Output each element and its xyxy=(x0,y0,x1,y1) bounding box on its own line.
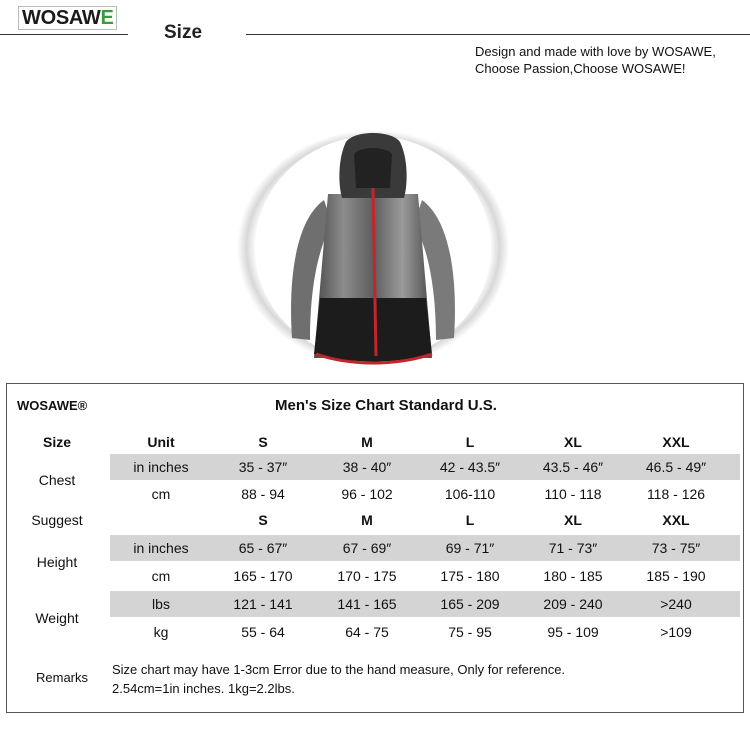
size-header2-s: S xyxy=(258,512,268,528)
remarks-line-1: Size chart may have 1-3cm Error due to the hand measure, Only for reference. xyxy=(112,662,566,677)
unit-height-inches: in inches xyxy=(133,540,189,556)
header-divider-left xyxy=(0,34,128,35)
size-header-m: M xyxy=(361,434,373,450)
weight-lbs-m: 141 - 165 xyxy=(337,596,397,612)
header-divider-right xyxy=(246,34,750,35)
chest-cm-s: 88 - 94 xyxy=(241,486,285,502)
chest-inches-l: 42 - 43.5″ xyxy=(439,459,501,475)
weight-kg-xl: 95 - 109 xyxy=(547,624,599,640)
weight-lbs-l: 165 - 209 xyxy=(440,596,500,612)
size-header-xl: XL xyxy=(564,434,582,450)
chest-inches-xxl: 46.5 - 49″ xyxy=(645,459,707,475)
height-label: Height xyxy=(36,554,78,570)
height-inches-xxl: 73 - 75″ xyxy=(651,540,701,556)
chest-cm-l: 106-110 xyxy=(444,486,496,502)
height-cm-xl: 180 - 185 xyxy=(543,568,603,584)
size-column-label: Size xyxy=(42,434,71,450)
size-header-l: L xyxy=(465,434,475,450)
unit-height-cm: cm xyxy=(151,568,171,584)
suggest-label: Suggest xyxy=(31,512,83,528)
tagline-line-1: Design and made with love by WOSAWE, xyxy=(475,44,716,59)
size-header2-xl: XL xyxy=(564,512,582,528)
weight-lbs-xl: 209 - 240 xyxy=(543,596,603,612)
brand-logo xyxy=(18,6,117,30)
height-inches-xl: 71 - 73″ xyxy=(548,540,598,556)
chest-inches-m: 38 - 40″ xyxy=(342,459,392,475)
size-header-xxl: XXL xyxy=(662,434,690,450)
chart-brand: WOSAWE® xyxy=(17,398,88,413)
weight-kg-l: 75 - 95 xyxy=(448,624,492,640)
weight-kg-m: 64 - 75 xyxy=(345,624,389,640)
chest-inches-xl: 43.5 - 46″ xyxy=(542,459,604,475)
chest-label: Chest xyxy=(38,472,76,488)
remarks-label: Remarks xyxy=(36,670,89,685)
remarks-text xyxy=(112,660,565,698)
remarks-line-2: 2.54cm=1in inches. 1kg=2.2lbs. xyxy=(112,681,295,696)
size-chart xyxy=(6,383,744,713)
height-inches-m: 67 - 69″ xyxy=(342,540,392,556)
logo-text: WOSAW xyxy=(22,7,101,29)
height-cm-l: 175 - 180 xyxy=(440,568,500,584)
size-header2-m: M xyxy=(361,512,373,528)
page-title: Size xyxy=(164,22,203,43)
height-cm-s: 165 - 170 xyxy=(233,568,293,584)
unit-chest-cm: cm xyxy=(151,486,171,502)
unit-weight-kg: kg xyxy=(153,624,169,640)
chest-cm-m: 96 - 102 xyxy=(341,486,393,502)
logo-accent: E xyxy=(100,7,114,29)
weight-lbs-s: 121 - 141 xyxy=(233,596,293,612)
weight-label: Weight xyxy=(35,610,79,626)
height-inches-s: 65 - 67″ xyxy=(238,540,288,556)
size-header2-xxl: XXL xyxy=(662,512,690,528)
height-inches-l: 69 - 71″ xyxy=(445,540,495,556)
height-cm-xxl: 185 - 190 xyxy=(646,568,706,584)
size-header2-l: L xyxy=(465,512,475,528)
size-header-s: S xyxy=(258,434,268,450)
tagline xyxy=(475,43,716,77)
chest-inches-s: 35 - 37″ xyxy=(238,459,288,475)
jacket-photo xyxy=(236,128,510,366)
tagline-line-2: Choose Passion,Choose WOSAWE! xyxy=(475,61,686,76)
chest-cm-xxl: 118 - 126 xyxy=(646,486,706,502)
unit-weight-lbs: lbs xyxy=(152,596,170,612)
chart-title: Men's Size Chart Standard U.S. xyxy=(275,397,497,414)
chest-cm-xl: 110 - 118 xyxy=(544,486,602,502)
weight-lbs-xxl: >240 xyxy=(660,596,692,612)
unit-chest-inches: in inches xyxy=(133,459,189,475)
weight-kg-s: 55 - 64 xyxy=(241,624,285,640)
height-cm-m: 170 - 175 xyxy=(337,568,397,584)
weight-kg-xxl: >109 xyxy=(660,624,692,640)
unit-column-label: Unit xyxy=(147,434,175,450)
